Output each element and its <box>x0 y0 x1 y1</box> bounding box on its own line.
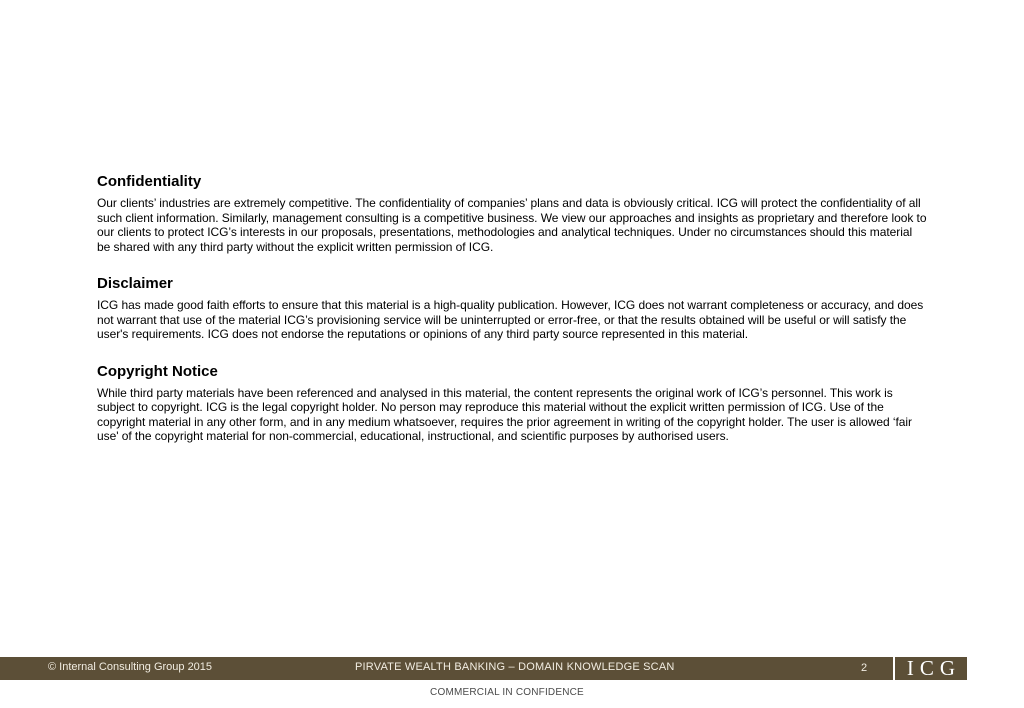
section-text: ICG has made good faith efforts to ensure that this material is a high-quality publication. However, ICG does not warrant completeness or accuracy, and does not warrant that use of the material ICG’s provisioning service will be uninterrupted or error-free, or that the results obtained will be useful or will satisfy the user's requirements. ICG does not endorse the reputations or opinions of any third party source represented in this material. <box>97 298 924 341</box>
confidentiality-section <box>97 172 927 254</box>
section-heading: Copyright Notice <box>97 362 218 380</box>
section-text: While third party materials have been referenced and analysed in this material, the content represents the original work of ICG’s personnel. This work is subject to copyright. ICG is the legal copyright holder. No person may reproduce this material without the explicit written permission of ICG. Use of the copyright material in any other form, and in any medium whatsoever, requires the prior agreement in writing of the copyright holder. The user is allowed ‘fair use' of the copyright material for non-commercial, educational, instructional, and scientific purposes by authorised users. <box>97 385 912 443</box>
section-heading: Confidentiality <box>97 173 202 190</box>
section-heading: Disclaimer <box>97 275 173 292</box>
footer-document-title: PIRVATE WEALTH BANKING – DOMAIN KNOWLEDGE SCAN <box>355 661 675 673</box>
copyright-section <box>97 362 927 444</box>
page-number: 2 <box>861 662 868 674</box>
document-body <box>97 172 927 444</box>
footer-copyright: © Internal Consulting Group 2015 <box>48 661 213 673</box>
classification-label: COMMERCIAL IN CONFIDENCE <box>430 687 584 698</box>
footer-bar <box>0 657 893 680</box>
disclaimer-section <box>97 274 927 342</box>
section-text: Our clients’ industries are extremely competitive. The confidentiality of companies’ plans and data is obviously critical. ICG will protect the confidentiality of all such client information. Similarly, management consulting is a competitive business. We view our approaches and insights as proprietary and therefore look to our clients to protect ICG’s interests in our proposals, presentations, methodologies and analytical techniques. Under no circumstances should this material be shared with any third party without the explicit written permission of ICG. <box>97 196 927 254</box>
icg-logo: ICG <box>895 657 967 680</box>
